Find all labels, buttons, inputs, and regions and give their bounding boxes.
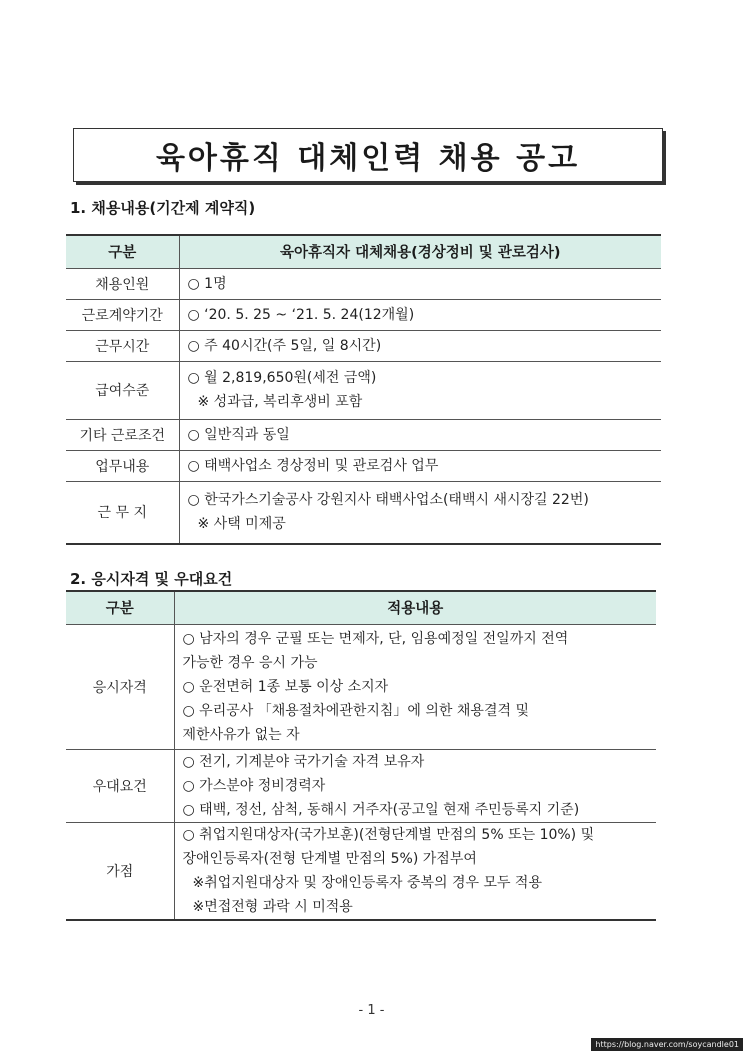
table-row — [66, 419, 661, 450]
content-line: ○ 전기, 기계분야 국가기술 자격 보유자 — [182, 753, 425, 770]
row-label: 우대요건 — [66, 749, 174, 822]
content-line: ○ 남자의 경우 군필 또는 면제자, 단, 임용예정일 전일까지 전역 — [182, 630, 569, 647]
recruitment-details-table — [66, 234, 661, 545]
content-line: ○ 우리공사 「채용절차에관한지침」에 의한 채용결격 및 — [182, 702, 529, 719]
row-content — [174, 624, 656, 749]
row-label: 근 무 지 — [66, 481, 179, 544]
content-line: ○ 운전면허 1종 보통 이상 소지자 — [182, 678, 389, 695]
row-label: 근로계약기간 — [66, 299, 179, 330]
row-label: 급여수준 — [66, 361, 179, 419]
blog-watermark: https://blog.naver.com/soycandle01 — [591, 1038, 743, 1051]
row-label: 채용인원 — [66, 268, 179, 299]
row-label: 근무시간 — [66, 330, 179, 361]
row-content — [179, 419, 661, 450]
row-content — [179, 450, 661, 481]
row-content — [179, 361, 661, 419]
row-content — [179, 268, 661, 299]
content-line: 제한사유가 없는 자 — [182, 726, 300, 743]
header-content: 적용내용 — [174, 591, 656, 624]
table-row — [66, 450, 661, 481]
table-row — [66, 330, 661, 361]
row-content — [179, 299, 661, 330]
section2-heading: 2. 응시자격 및 우대요건 — [70, 570, 233, 588]
content-line: ○ ‘20. 5. 25 ~ ‘21. 5. 24(12개월) — [187, 306, 415, 323]
row-label: 응시자격 — [66, 624, 174, 749]
qualification-table — [66, 590, 656, 921]
table-header-row — [66, 591, 656, 624]
table-row — [66, 822, 656, 920]
content-line: ○ 태백사업소 경상정비 및 관로검사 업무 — [187, 457, 439, 474]
table-row — [66, 361, 661, 419]
page-title: 육아휴직 대체인력 채용 공고 — [155, 141, 581, 176]
content-line: ○ 한국가스기술공사 강원지사 태백사업소(태백시 새시장길 22번) — [187, 492, 589, 509]
table-header-row — [66, 235, 661, 268]
row-label: 업무내용 — [66, 450, 179, 481]
content-line: ○ 태백, 정선, 삼척, 동해시 거주자(공고일 현재 주민등록지 기준) — [182, 801, 580, 818]
content-line: 장애인등록자(전형 단계별 만점의 5%) 가점부여 — [182, 850, 477, 867]
content-line: ○ 가스분야 정비경력자 — [182, 777, 326, 794]
header-content: 육아휴직자 대체채용(경상정비 및 관로검사) — [179, 235, 661, 268]
table-row — [66, 624, 656, 749]
content-note: ※면접전형 과락 시 미적용 — [192, 898, 353, 915]
table-row — [66, 481, 661, 544]
header-category: 구분 — [66, 591, 174, 624]
title-box — [73, 128, 663, 182]
content-line: ○ 취업지원대상자(국가보훈)(전형단계별 만점의 5% 또는 10%) 및 — [182, 826, 595, 843]
row-content — [174, 822, 656, 920]
table-row — [66, 749, 656, 822]
content-line: ○ 1명 — [187, 275, 227, 292]
row-label: 기타 근로조건 — [66, 419, 179, 450]
header-category: 구분 — [66, 235, 179, 268]
content-note: ※취업지원대상자 및 장애인등록자 중복의 경우 모두 적용 — [192, 874, 542, 891]
table-row — [66, 299, 661, 330]
table-row — [66, 268, 661, 299]
row-content — [179, 330, 661, 361]
content-note: ※ 사택 미제공 — [197, 516, 286, 533]
row-content — [174, 749, 656, 822]
page-number: - 1 - — [358, 1003, 385, 1018]
section1-heading: 1. 채용내용(기간제 계약직) — [70, 199, 256, 217]
content-line: ○ 월 2,819,650원(세전 금액) — [187, 370, 377, 386]
content-line: ○ 주 40시간(주 5일, 일 8시간) — [187, 337, 382, 354]
content-note: ※ 성과급, 복리후생비 포함 — [197, 394, 363, 410]
row-label: 가점 — [66, 822, 174, 920]
content-line: 가능한 경우 응시 가능 — [182, 654, 318, 671]
content-line: ○ 일반직과 동일 — [187, 426, 290, 443]
row-content — [179, 481, 661, 544]
